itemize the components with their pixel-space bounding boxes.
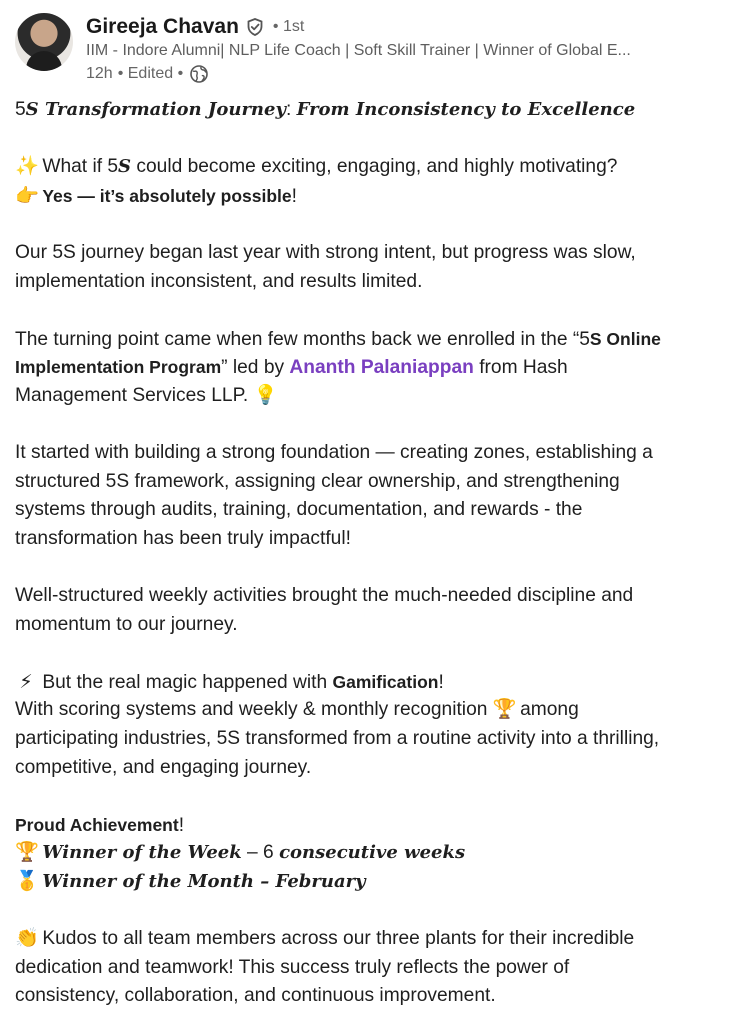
sparkles-icon: ✨: [15, 156, 39, 178]
lightning-icon: ⚡: [19, 671, 33, 693]
achievement-title: Proud Achievement!: [15, 814, 185, 836]
post-title: 5S Transformation Journey: From Inconsistency to Excellence: [15, 99, 636, 120]
paragraph-line: The turning point came when few months back we enrolled in the “5S Online: [15, 328, 661, 350]
paragraph-line: Our 5S journey began last year with strong intent, but progress was slow,: [15, 241, 636, 263]
paragraph-line: ⚡ But the real magic happened with Gamification!: [15, 668, 731, 697]
medal-icon: 🥇: [15, 871, 39, 893]
verified-shield-icon: [245, 17, 265, 37]
paragraph-line: 👏 Kudos to all team members across our three plants for their incredible: [15, 925, 731, 954]
paragraph-line: consistency, collaboration, and continuous improvement.: [15, 985, 496, 1007]
paragraph-line: participating industries, 5S transformed from a routine activity into a thrilling,: [15, 728, 660, 750]
trophy-icon: 🏆: [15, 842, 39, 864]
avatar[interactable]: [15, 13, 73, 71]
author-name[interactable]: Gireeja Chavan: [86, 15, 239, 38]
achievement-item: 🏆 Winner of the Week – 6 consecutive weeks: [15, 839, 731, 868]
paragraph-line: momentum to our journey.: [15, 613, 238, 635]
trophy-icon: 🏆: [492, 699, 517, 721]
paragraph-line: With scoring systems and weekly & monthly recognition 🏆 among: [15, 696, 731, 725]
paragraph-line: It started with building a strong foundation — creating zones, establishing a: [15, 442, 653, 464]
paragraph-line: competitive, and engaging journey.: [15, 756, 312, 778]
author-headline: IIM - Indore Alumni| NLP Life Coach | Soft Skill Trainer | Winner of Global E...: [86, 42, 631, 59]
post-body: [15, 96, 731, 1011]
paragraph-line: systems through audits, training, documentation, and rewards - the: [15, 499, 583, 521]
paragraph-line: Well-structured weekly activities brought the much-needed discipline and: [15, 585, 634, 607]
lightbulb-icon: 💡: [253, 384, 278, 406]
edited-label: • Edited •: [117, 65, 184, 82]
post-meta: [86, 64, 209, 84]
post-time: 12h: [86, 65, 113, 82]
paragraph-line: Implementation Program” led by Ananth Palaniappan from Hash: [15, 357, 568, 379]
clapping-hands-icon: 👏: [15, 928, 39, 950]
question-line: ✨ What if 5S could become exciting, engaging, and highly motivating?: [15, 153, 731, 182]
author-name-row: [86, 14, 304, 40]
pointing-hand-icon: 👉: [15, 185, 39, 207]
paragraph-line: transformation has been truly impactful!: [15, 527, 351, 549]
paragraph-line: structured 5S framework, assigning clear ownership, and strengthening: [15, 470, 620, 492]
answer-line: 👉 Yes — it’s absolutely possible!: [15, 182, 731, 211]
paragraph-line: dedication and teamwork! This success truly reflects the power of: [15, 956, 570, 978]
globe-icon: [189, 64, 209, 84]
paragraph-line: implementation inconsistent, and results limited.: [15, 270, 423, 292]
mention-link[interactable]: Ananth Palaniappan: [289, 357, 474, 379]
post-header: [12, 10, 728, 88]
connection-degree: • 1st: [272, 18, 305, 35]
achievement-item: 🥇 Winner of the Month – February: [15, 868, 731, 897]
paragraph-line: Management Services LLP. 💡: [15, 382, 731, 411]
